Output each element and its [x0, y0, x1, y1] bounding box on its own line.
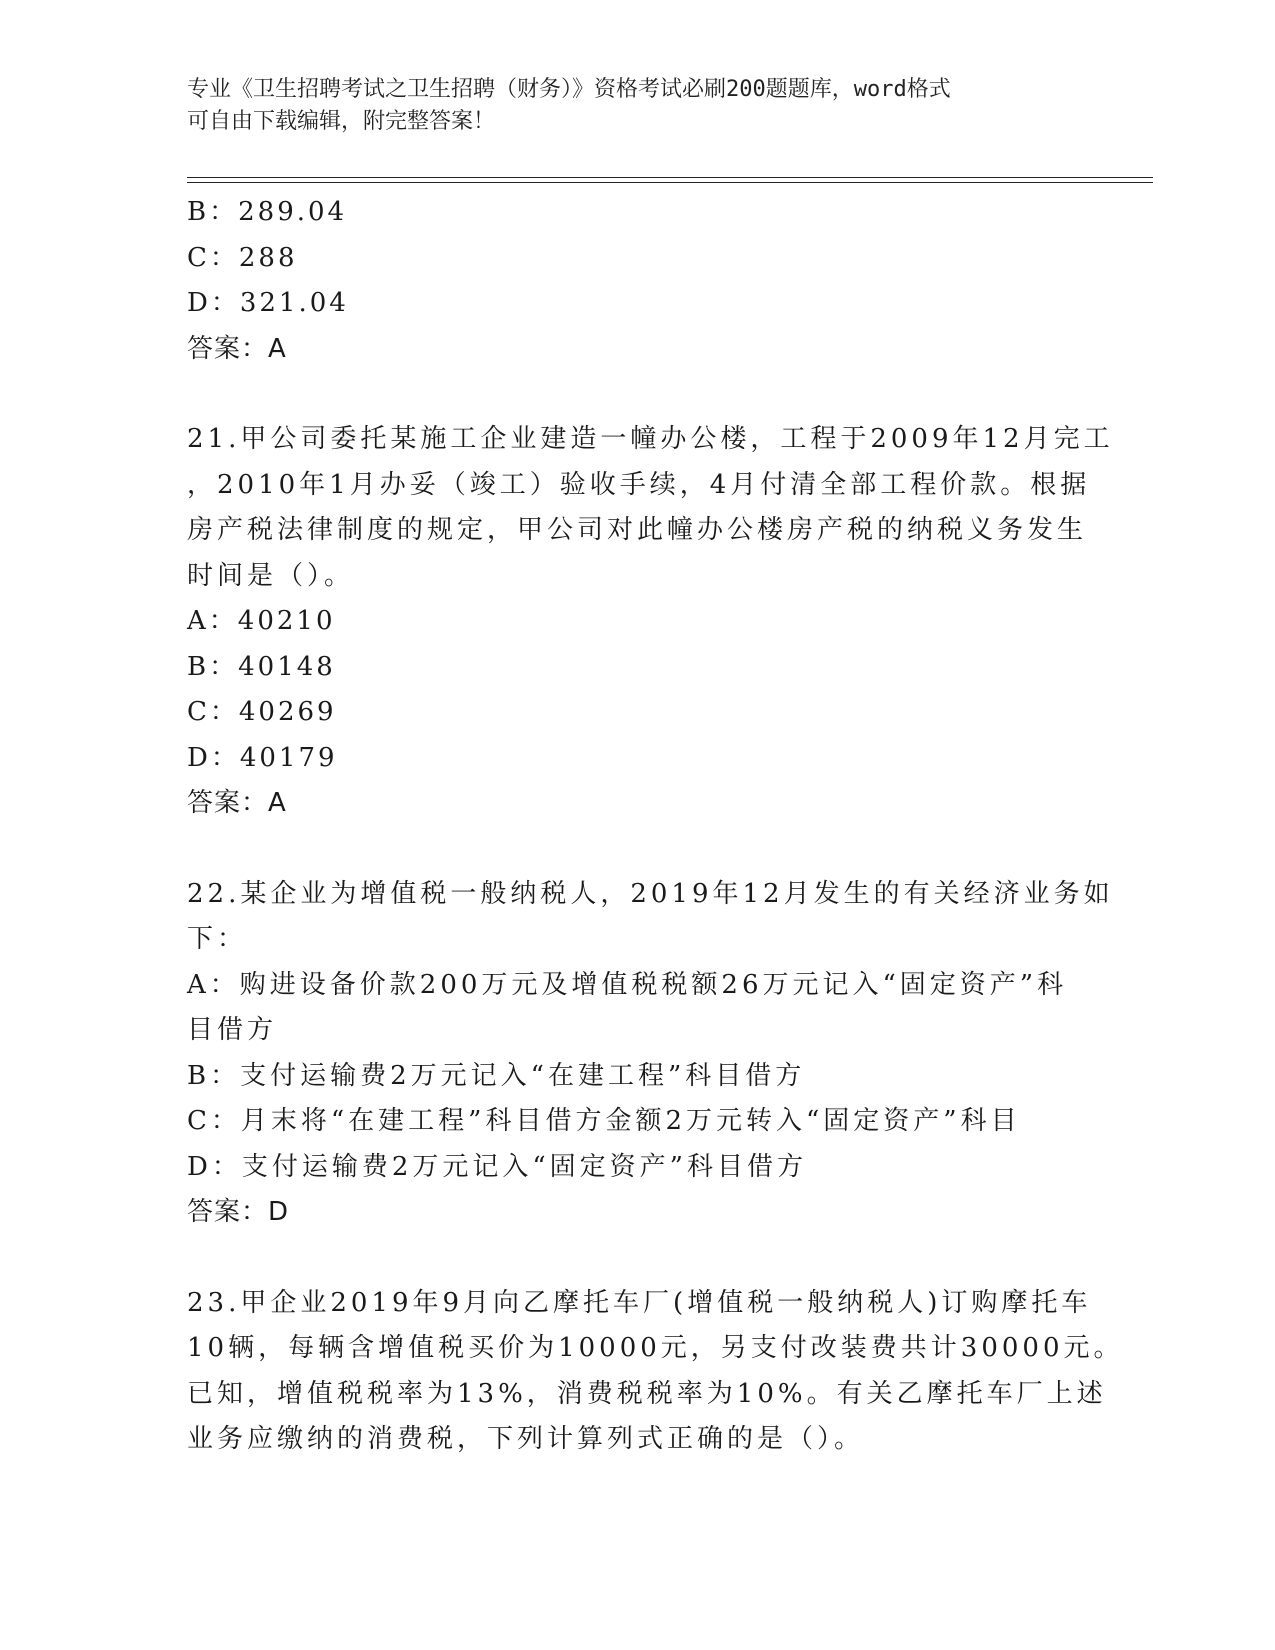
answer-line: 答案：D [187, 1197, 290, 1227]
answer-line: 答案：A [187, 788, 287, 818]
question-text-line: 已知，增值税税率为13%，消费税税率为10%。有关乙摩托车厂上述 [187, 1378, 1107, 1409]
answer-line: 答案：A [187, 333, 287, 364]
option-a-continued: 目借方 [187, 1015, 278, 1045]
header-title-line-1: 专业《卫生招聘考试之卫生招聘（财务）》资格考试必刷200题题库，word格式 [187, 77, 951, 102]
option-b: B：40148 [187, 651, 336, 682]
question-23 [187, 1281, 1124, 1463]
option-b: B：支付运输费2万元记入“在建工程”科目借方 [187, 1060, 806, 1091]
spacer [187, 827, 1067, 872]
question-text-line: 时间是（）。 [187, 560, 355, 591]
question-text-line: 10辆，每辆含增值税买价为10000元，另支付改装费共计30000元。 [187, 1333, 1124, 1363]
option-a: A：40210 [187, 606, 336, 636]
header-divider [187, 177, 1153, 183]
question-text-line: 21.甲公司委托某施工企业建造一幢办公楼，工程于2009年12月完工 [187, 424, 1114, 454]
option-d: D：支付运输费2万元记入“固定资产”科目借方 [187, 1151, 807, 1182]
page-header [187, 74, 1067, 138]
question-text-line: 23.甲企业2019年9月向乙摩托车厂(增值税一般纳税人)订购摩托车 [187, 1287, 1092, 1318]
option-c: C：288 [187, 242, 298, 273]
question-text-line: 业务应缴纳的消费税，下列计算列式正确的是（）。 [187, 1424, 865, 1454]
question-text-line: 房产税法律制度的规定，甲公司对此幢办公楼房产税的纳税义务发生 [187, 515, 1088, 545]
header-title-line-2: 可自由下载编辑，附完整答案！ [187, 109, 496, 134]
document-body [187, 190, 1124, 1463]
question-text-line: 下： [187, 924, 248, 954]
spacer [187, 372, 1067, 417]
spacer [187, 1236, 1067, 1281]
question-22 [187, 872, 1114, 1236]
question-text-line: 22.某企业为增值税一般纳税人，2019年12月发生的有关经济业务如 [187, 878, 1114, 909]
option-d: D：321.04 [187, 288, 349, 318]
option-b: B：289.04 [187, 197, 348, 227]
previous-question-tail [187, 190, 1067, 372]
option-d: D：40179 [187, 742, 338, 773]
option-a: A：购进设备价款200万元及增值税税额26万元记入“固定资产”科 [187, 969, 1068, 1000]
question-text-line: ，2010年1月办妥（竣工）验收手续，4月付清全部工程价款。根据 [187, 469, 1091, 500]
option-c: C：40269 [187, 697, 337, 727]
question-21 [187, 417, 1114, 827]
option-c: C：月末将“在建工程”科目借方金额2万元转入“固定资产”科目 [187, 1106, 1021, 1136]
